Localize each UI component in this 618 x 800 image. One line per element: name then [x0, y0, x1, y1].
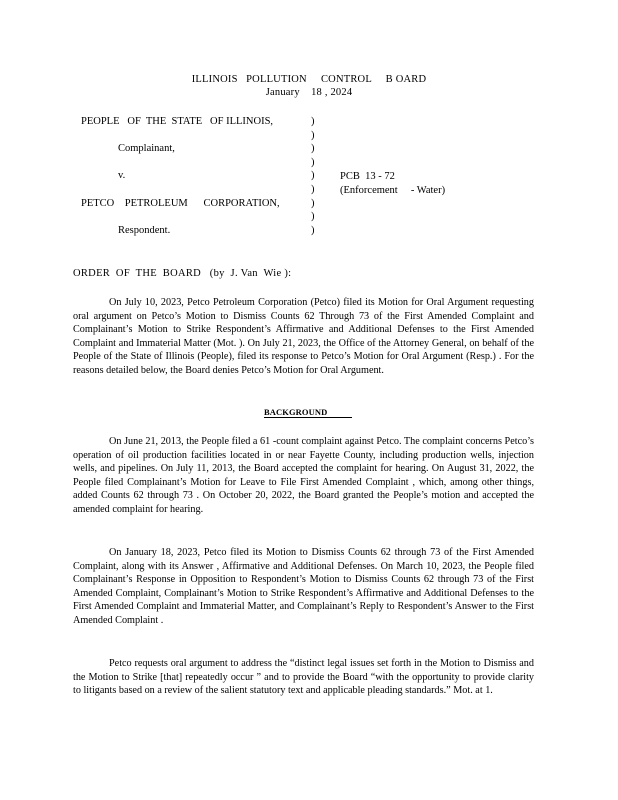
versus-label: v. — [118, 170, 126, 182]
paragraph-3 — [73, 546, 534, 628]
board-title: ILLINOIS POLLUTION CONTROL B OARD — [191, 74, 427, 85]
case-number: PCB 13 - 72 — [340, 171, 395, 182]
defendant-role: Respondent. — [118, 224, 171, 236]
caption-paren: ) — [311, 224, 315, 236]
caption-parentheses — [311, 115, 321, 237]
case-caption-parties — [81, 115, 321, 237]
paragraph-1 — [73, 296, 534, 378]
caption-paren: ) — [311, 129, 315, 141]
paragraph-text: Petco requests oral argument to address the “distinct legal issues set forth in the Motion to Dismiss and the Motion to Strike [that] repeatedly occur ” and to provide the Board “with the opportunity to provide clarity to litigants based on a review of the salient statutory text and applicable pleading standards.” Mot. at 1. — [73, 658, 534, 697]
caption-paren: ) — [311, 183, 315, 195]
paragraph-text: On January 18, 2023, Petco filed its Motion to Dismiss Counts 62 through 73 of the First Amended Complaint, along with its Answer , Affirmative and Additional Defenses. On March 10, 2023, the People filed Complainant’s Response in Opposition to Respondent’s Motion to Dismiss Counts 62 through 73 of the First Amended Complaint, Complainant’s Motion to Strike Respondent’s Affirmative and Additional Defenses to the First Amended Complaint and Immaterial Matter, and Complainant’s Reply to Respondent’s Answer to the First Amended Complaint . — [73, 547, 534, 626]
case-type: (Enforcement - Water) — [340, 185, 446, 196]
caption-paren: ) — [311, 211, 315, 223]
caption-paren: ) — [311, 143, 315, 155]
paragraph-4 — [73, 657, 534, 698]
caption-paren: ) — [311, 197, 315, 209]
plaintiff-name: PEOPLE OF THE STATE OF ILLINOIS, — [81, 116, 274, 127]
document-date: January 18 , 2024 — [265, 87, 353, 98]
plaintiff-role: Complainant, — [118, 143, 175, 155]
caption-paren: ) — [311, 156, 315, 168]
paragraph-text: On July 10, 2023, Petco Petroleum Corporation (Petco) filed its Motion for Oral Argument requesting oral argument on Petco’s Motion to Dismiss Counts 62 Through 73 of the First Amended Complaint and Complainant’s Motion to Strike Respondent’s Affirmative and Additional Defenses to the First Amended Complaint and Immaterial Matter (Mot. ). On July 21, 2023, the Office of the Attorney General, on behalf of the People of the State of Illinois (People), filed its response to Petco’s Motion for Oral Argument (Resp.) . For the reasons detailed below, the Board denies Petco’s Motion for Oral Argument. — [73, 297, 534, 376]
defendant-name: PETCO PETROLEUM CORPORATION, — [81, 197, 280, 209]
document-header — [0, 73, 618, 99]
caption-paren: ) — [311, 170, 315, 182]
caption-paren: ) — [311, 116, 315, 127]
order-title: ORDER OF THE BOARD (by J. Van Wie ): — [73, 268, 292, 279]
case-info — [340, 170, 500, 198]
background-heading: BACKGROUND — [264, 407, 352, 418]
paragraph-2 — [73, 435, 534, 517]
paragraph-text: On June 21, 2013, the People filed a 61 -count complaint against Petco. The complaint concerns Petco’s operation of oil production facilities located in or near Fayette County, including production wells, injection wells, and pipelines. On July 11, 2013, the Board accepted the complaint for hearing. On August 31, 2022, the People filed Complainant’s Motion for Leave to File First Amended Complaint , which, among other things, added Counts 62 through 73 . On October 20, 2022, the Board granted the People’s motion and accepted the amended complaint for hearing. — [73, 436, 534, 515]
